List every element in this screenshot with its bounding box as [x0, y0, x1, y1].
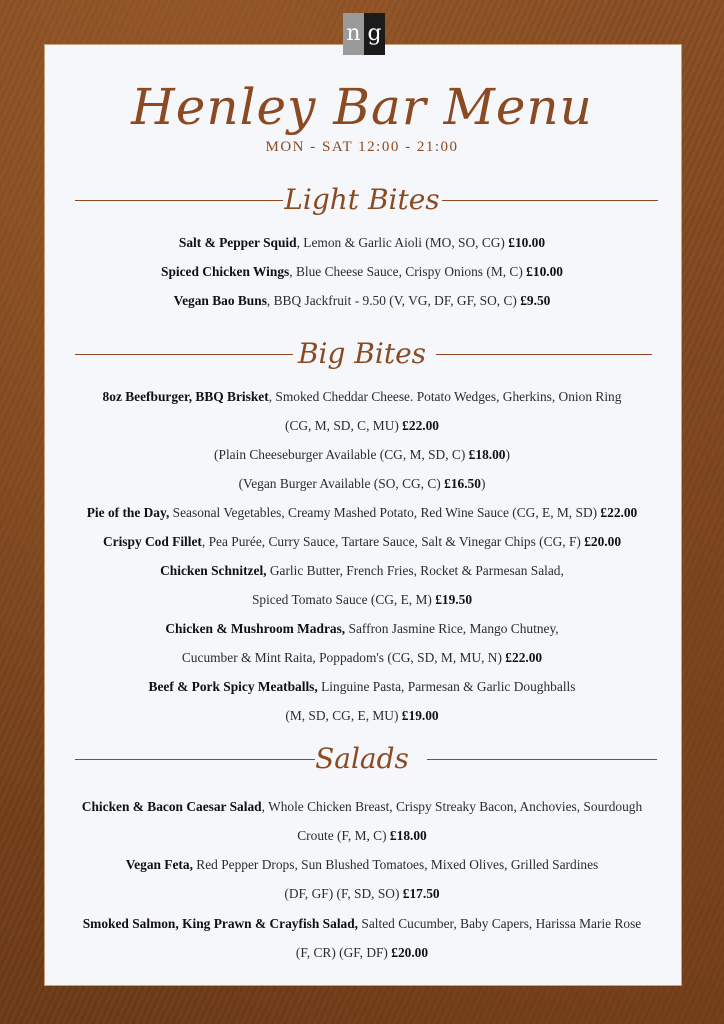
item-description: (Plain Cheeseburger Available (CG, M, SD, C): [214, 447, 469, 462]
menu-item-line: [0, 856, 724, 874]
item-price: £18.00: [389, 828, 427, 843]
section-title: Big Bites: [297, 337, 427, 370]
menu-item-line: [0, 475, 724, 493]
item-description: Seasonal Vegetables, Creamy Mashed Potato, Red Wine Sauce (CG, E, M, SD): [169, 505, 601, 520]
item-price: £20.00: [584, 534, 622, 549]
item-description: Garlic Butter, French Fries, Rocket & Parmesan Salad,: [266, 563, 564, 578]
divider-line: [427, 759, 657, 760]
item-price: £17.50: [402, 886, 440, 901]
item-description: , Whole Chicken Breast, Crispy Streaky Bacon, Anchovies, Sourdough: [261, 799, 643, 814]
logo-letter-g: g: [364, 13, 385, 55]
menu-title: Henley Bar Menu: [131, 78, 593, 136]
item-description: Saffron Jasmine Rice, Mango Chutney,: [345, 621, 559, 636]
divider-line: [442, 200, 658, 201]
item-description: (CG, M, SD, C, MU): [284, 418, 403, 433]
item-name: Pie of the Day,: [86, 505, 170, 520]
item-description: (DF, GF) (F, SD, SO): [284, 886, 403, 901]
menu-item-line: [0, 885, 724, 903]
menu-item-line: [0, 504, 724, 522]
item-description: , Blue Cheese Sauce, Crispy Onions (M, C): [289, 264, 527, 279]
menu-item-line: [0, 263, 724, 281]
section-heading-salads: [0, 739, 724, 779]
menu-item-line: [0, 292, 724, 310]
menu-item-line: [0, 798, 724, 816]
menu-item-line: [0, 533, 724, 551]
item-description: Cucumber & Mint Raita, Poppadom's (CG, SD, M, MU, N): [181, 650, 506, 665]
menu-item-line: [0, 446, 724, 464]
divider-line: [436, 354, 652, 355]
section-heading-light-bites: [0, 180, 724, 220]
closing-bracket: ): [480, 476, 486, 491]
menu-item-line: [0, 649, 724, 667]
item-name: Vegan Bao Buns: [173, 293, 267, 308]
section-heading-big-bites: [0, 334, 724, 374]
item-description: (Vegan Burger Available (SO, CG, C): [238, 476, 445, 491]
item-price: £20.00: [391, 945, 429, 960]
item-description: Linguine Pasta, Parmesan & Garlic Doughballs: [317, 679, 576, 694]
item-name: Chicken Schnitzel,: [160, 563, 267, 578]
item-description: , Lemon & Garlic Aioli (MO, SO, CG): [296, 235, 509, 250]
item-description: Croute (F, M, C): [297, 828, 390, 843]
item-description: , Pea Purée, Curry Sauce, Tartare Sauce, Salt & Vinegar Chips (CG, F): [201, 534, 585, 549]
item-price: £18.00: [468, 447, 506, 462]
menu-item-line: [0, 234, 724, 252]
item-description: Spiced Tomato Sauce (CG, E, M): [251, 592, 436, 607]
ng-logo: [343, 13, 385, 55]
item-description: Salted Cucumber, Baby Capers, Harissa Marie Rose: [358, 916, 642, 931]
item-price: £22.00: [402, 418, 439, 433]
menu-item-line: [0, 915, 724, 933]
section-title: Salads: [315, 742, 409, 775]
menu-item-line: [0, 620, 724, 638]
item-name: Chicken & Mushroom Madras,: [165, 621, 346, 636]
item-description: , Smoked Cheddar Cheese. Potato Wedges, Gherkins, Onion Ring: [268, 389, 622, 404]
item-name: Smoked Salmon, King Prawn & Crayfish Salad,: [82, 916, 359, 931]
opening-hours: MON - SAT 12:00 - 21:00: [265, 139, 459, 155]
item-price: £19.50: [435, 592, 473, 607]
menu-item-line: [0, 707, 724, 725]
item-name: Vegan Feta,: [125, 857, 193, 872]
item-price: £16.50: [444, 476, 481, 491]
menu-item-line: [0, 562, 724, 580]
item-description: (F, CR) (GF, DF): [295, 945, 392, 960]
closing-bracket: ): [505, 447, 510, 462]
item-description: Red Pepper Drops, Sun Blushed Tomatoes, Mixed Olives, Grilled Sardines: [192, 857, 599, 872]
item-price: £22.00: [505, 650, 543, 665]
menu-item-line: [0, 827, 724, 845]
item-description: (M, SD, CG, E, MU): [285, 708, 402, 723]
item-name: Crispy Cod Fillet: [102, 534, 202, 549]
logo-letter-n: n: [343, 13, 364, 55]
item-price: £19.00: [401, 708, 439, 723]
item-price: £22.00: [600, 505, 638, 520]
menu-item-line: [0, 944, 724, 962]
item-price: £10.00: [526, 264, 563, 279]
menu-item-line: [0, 591, 724, 609]
item-name: 8oz Beefburger, BBQ Brisket: [102, 389, 269, 404]
item-name: Spiced Chicken Wings: [161, 264, 290, 279]
item-name: Salt & Pepper Squid: [178, 235, 297, 250]
item-price: £9.50: [520, 293, 551, 308]
item-description: , BBQ Jackfruit - 9.50 (V, VG, DF, GF, SO, C): [266, 293, 521, 308]
item-name: Beef & Pork Spicy Meatballs,: [148, 679, 318, 694]
menu-item-line: [0, 678, 724, 696]
section-title: Light Bites: [284, 183, 440, 216]
item-price: £10.00: [508, 235, 546, 250]
item-name: Chicken & Bacon Caesar Salad: [81, 799, 262, 814]
menu-item-line: [0, 417, 724, 435]
menu-item-line: [0, 388, 724, 406]
